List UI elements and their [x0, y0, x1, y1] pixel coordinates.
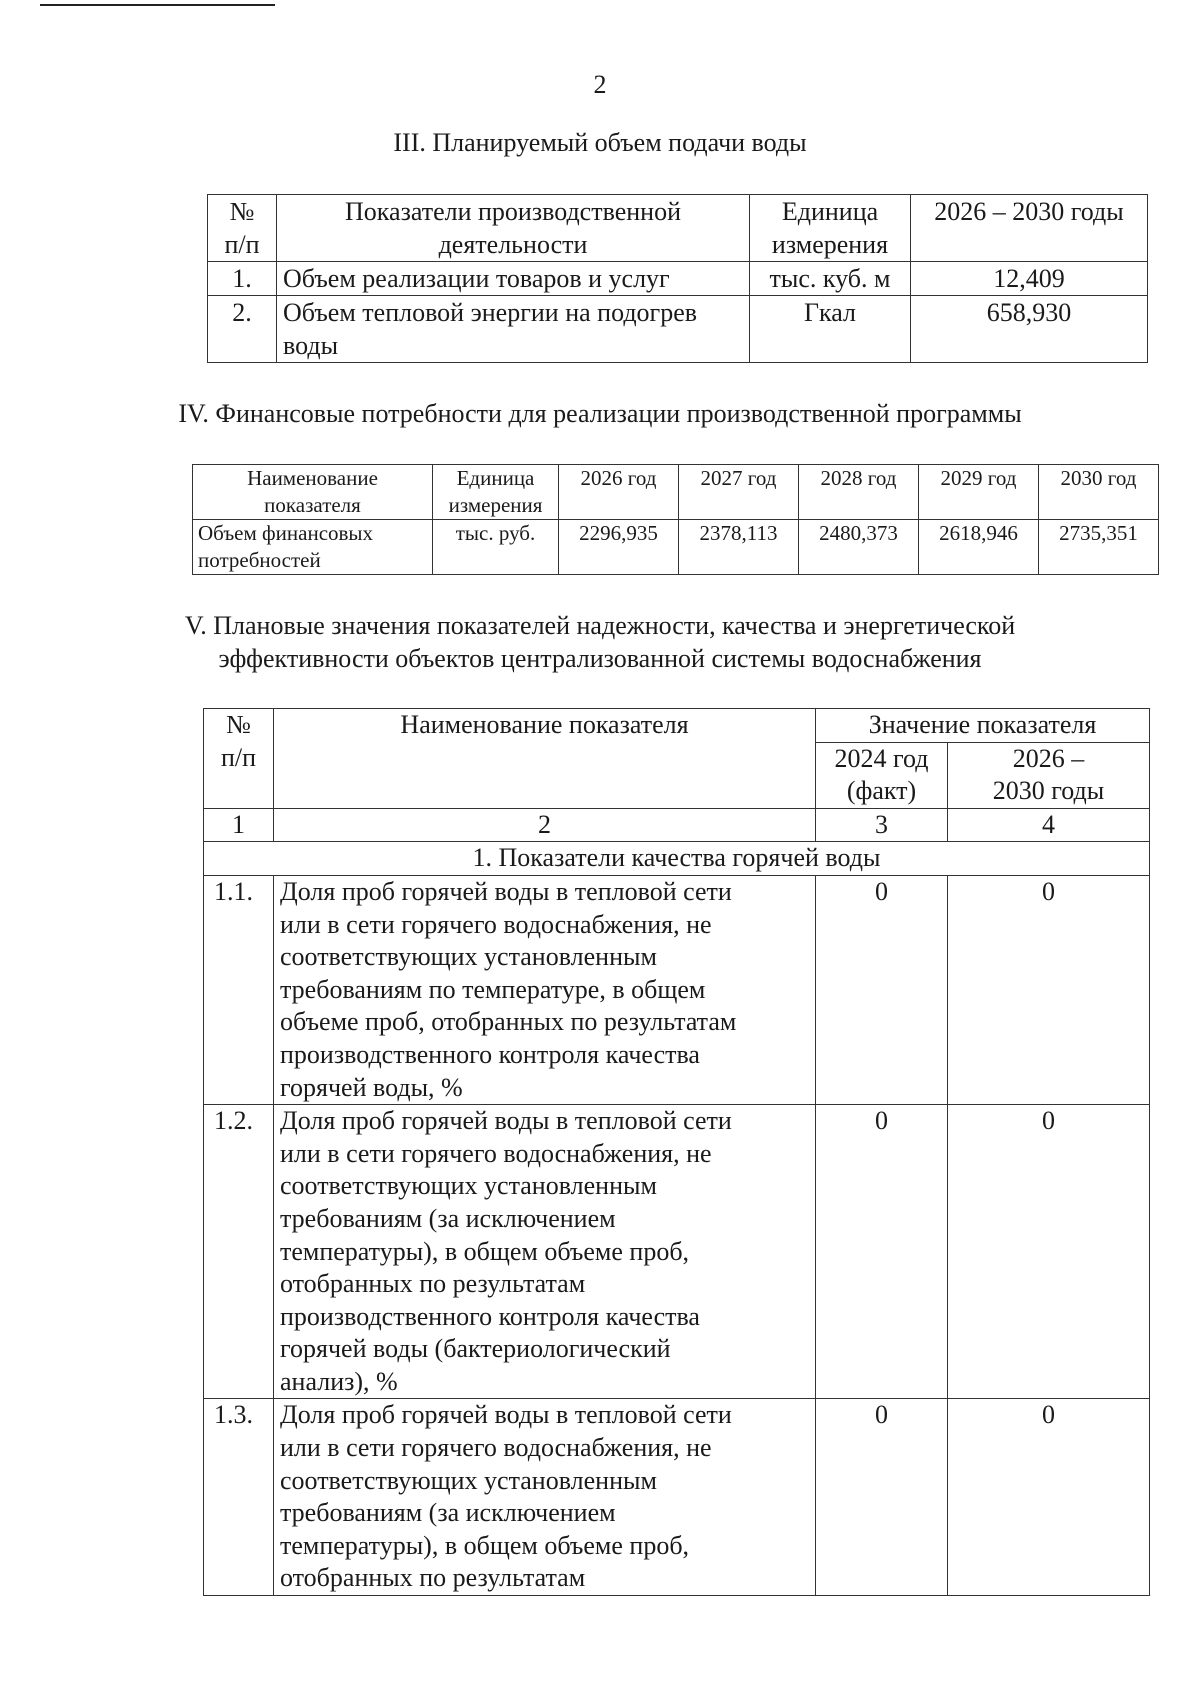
- table-header-row: [204, 709, 1150, 743]
- header-year: 2027 год: [679, 465, 799, 520]
- table-header-row: [208, 195, 1148, 262]
- section3-title: III. Планируемый объем подачи воды: [393, 128, 807, 157]
- table-row: [208, 296, 1148, 363]
- page-number: 2: [593, 70, 607, 99]
- row-text: Доля проб горячей воды в тепловой сети или в сети горячего водоснабжения, не соответствующих установленным требованиям (за исключением температуры), в общем объеме проб, отобранных по результатам производственного контроля качества горячей воды (бактериологический анализ), %: [274, 1105, 816, 1399]
- row-value: 12,409: [911, 262, 1148, 296]
- header-plan: 2026 – 2030 годы: [948, 742, 1150, 808]
- header-no: № п/п: [204, 709, 274, 809]
- header-name: Наименование показателя: [193, 465, 433, 520]
- header-name: Наименование показателя: [274, 709, 816, 809]
- row-number: 1.1.: [204, 875, 274, 1104]
- header-year: 2030 год: [1039, 465, 1159, 520]
- row-plan: 0: [948, 1399, 1150, 1596]
- section3-table: [207, 194, 1148, 363]
- table-header-row: [193, 465, 1159, 520]
- section4-title: IV. Финансовые потребности для реализации производственной программы: [178, 399, 1022, 428]
- row-value: 2296,935: [559, 520, 679, 575]
- row-fact: 0: [816, 875, 948, 1104]
- column-number-row: [204, 808, 1150, 842]
- row-number: 1.2.: [204, 1105, 274, 1399]
- row-unit: тыс. руб.: [433, 520, 559, 575]
- header-fact: 2024 год (факт): [816, 742, 948, 808]
- section4-table: [192, 464, 1159, 575]
- column-number: 4: [948, 808, 1150, 842]
- header-no: № п/п: [208, 195, 277, 262]
- column-number: 3: [816, 808, 948, 842]
- column-number: 2: [274, 808, 816, 842]
- row-value: 2480,373: [799, 520, 919, 575]
- header-period: 2026 – 2030 годы: [911, 195, 1148, 262]
- header-value-group: Значение показателя: [816, 709, 1150, 743]
- row-name: Объем тепловой энергии на подогрев воды: [277, 296, 750, 363]
- header-year: 2028 год: [799, 465, 919, 520]
- row-text: Доля проб горячей воды в тепловой сети или в сети горячего водоснабжения, не соответствующих установленным требованиям по температуре, в общем объеме проб, отобранных по результатам производственного контроля качества горячей воды, %: [274, 875, 816, 1104]
- row-plan: 0: [948, 875, 1150, 1104]
- table-row: [204, 1399, 1150, 1596]
- section5-title: V. Плановые значения показателей надежности, качества и энергетической эффективности объектов централизованной системы водоснабжения: [184, 611, 1016, 673]
- row-value: 2378,113: [679, 520, 799, 575]
- row-value: 2618,946: [919, 520, 1039, 575]
- row-number: 2.: [208, 296, 277, 363]
- row-value: 658,930: [911, 296, 1148, 363]
- row-unit: Гкал: [750, 296, 911, 363]
- section5-table: [203, 708, 1150, 1596]
- header-year: 2029 год: [919, 465, 1039, 520]
- table-row: [204, 1105, 1150, 1399]
- column-number: 1: [204, 808, 274, 842]
- row-unit: тыс. куб. м: [750, 262, 911, 296]
- row-plan: 0: [948, 1105, 1150, 1399]
- row-number: 1.: [208, 262, 277, 296]
- table-row: [208, 262, 1148, 296]
- header-unit: Единица измерения: [750, 195, 911, 262]
- row-fact: 0: [816, 1105, 948, 1399]
- table-row: [193, 520, 1159, 575]
- row-value: 2735,351: [1039, 520, 1159, 575]
- header-indicator: Показатели производственной деятельности: [277, 195, 750, 262]
- header-unit: Единица измерения: [433, 465, 559, 520]
- row-fact: 0: [816, 1399, 948, 1596]
- row-text: Доля проб горячей воды в тепловой сети или в сети горячего водоснабжения, не соответствующих установленным требованиям (за исключением температуры), в общем объеме проб, отобранных по результатам: [274, 1399, 816, 1596]
- top-rule: [40, 4, 275, 6]
- header-year: 2026 год: [559, 465, 679, 520]
- group-row: [204, 842, 1150, 876]
- group-title: 1. Показатели качества горячей воды: [204, 842, 1150, 876]
- table-row: [204, 875, 1150, 1104]
- row-name: Объем финансовых потребностей: [193, 520, 433, 575]
- row-number: 1.3.: [204, 1399, 274, 1596]
- row-name: Объем реализации товаров и услуг: [277, 262, 750, 296]
